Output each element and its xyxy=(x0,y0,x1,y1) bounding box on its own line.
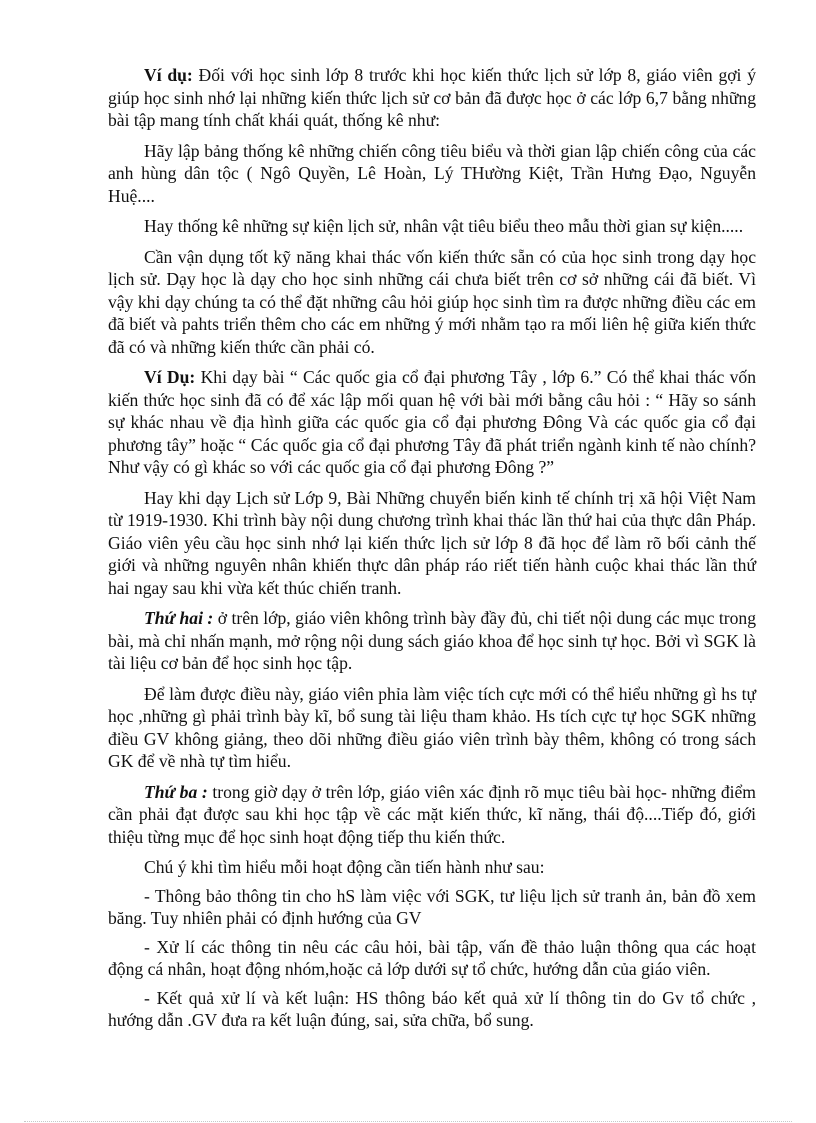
paragraph-lead: Ví Dụ: xyxy=(144,367,196,387)
paragraph-thong-ke-su-kien xyxy=(108,215,756,238)
list-item-ket-qua xyxy=(108,987,756,1032)
paragraph-text: Đối với học sinh lớp 8 trước khi học kiến thức lịch sử lớp 8, giáo viên gợi ý giúp học sinh nhớ lại những kiến thức lịch sử cơ bản đã được học ở các lớp 6,7 bằng những bài tập mang tính chất khái quát, thống kê như: xyxy=(108,65,756,130)
paragraph-text: Để làm được điều này, giáo viên phỉa làm việc tích cực mới có thể hiểu những gì hs tự học ,những gì phải trình bày kĩ, bổ sung tài liệu tham khảo. Hs tích cực tự học SGK những điều GV không giảng, theo dõi những điều giáo viên trình bày thêm, không có trong sách GK để về nhà tự tìm hiểu. xyxy=(108,683,756,771)
paragraph-text: Chú ý khi tìm hiểu mỗi hoạt động cần tiến hành như sau: xyxy=(144,857,545,877)
document-body xyxy=(108,64,756,1038)
list-item-thong-bao xyxy=(108,885,756,930)
paragraph-text: - Kết quả xử lí và kết luận: HS thông báo kết quả xử lí thông tin do Gv tổ chức , hướng dẫn .GV đưa ra kết luận đúng, sai, sửa chữa, bổ sung. xyxy=(108,987,756,1030)
paragraph-lich-su-lop-9 xyxy=(108,487,756,600)
paragraph-de-lam-duoc xyxy=(108,683,756,773)
paragraph-text: - Xử lí các thông tin nêu các câu hỏi, bài tập, vấn đề thảo luận thông qua các hoạt động cá nhân, hoạt động nhóm,hoặc cả lớp dưới sự tổ chức, hướng dẫn của giáo viên. xyxy=(108,936,756,979)
paragraph-text: Hãy lập bảng thống kê những chiến công tiêu biểu và thời gian lập chiến công của các anh hùng dân tộc ( Ngô Quyền, Lê Hoàn, Lý THường Kiệt, Trần Hưng Đạo, Nguyễn Huệ.... xyxy=(108,140,756,206)
paragraph-lead: Thứ ba : xyxy=(144,781,208,802)
paragraph-text: trong giờ dạy ở trên lớp, giáo viên xác định rõ mục tiêu bài học- những điểm cần phải đạt được sau khi học tập về các mặt kiến thức, kĩ năng, thái độ....Tiếp đó, giới thiệu từng mục để học sinh hoạt động tiếp thu kiến thức. xyxy=(108,781,756,847)
page-bottom-divider xyxy=(24,1121,792,1122)
paragraph-text: Cần vận dụng tốt kỹ năng khai thác vốn kiến thức sẵn có của học sinh trong dạy học lịch sử. Dạy học là dạy cho học sinh những cái chưa biết trên cơ sở những cái đã biết. Vì vậy khi dạy chúng ta có thể đặt những câu hỏi giúp học sinh tìm ra được những điều các em đã biết và pahts triển thêm cho các em những ý mới nhằm tạo ra mối liên hệ giữa kiến thức đã có và những kiến thức cần phải có. xyxy=(108,246,756,357)
list-item-xu-li xyxy=(108,936,756,981)
paragraph-text: ở trên lớp, giáo viên không trình bày đầy đủ, chi tiết nội dung các mục trong bài, mà chỉ nhấn mạnh, mở rộng nội dung sách giáo khoa để học sinh tự học. Bởi vì SGK là tài liệu cơ bản để học sinh học tập. xyxy=(108,608,756,673)
paragraph-chu-y xyxy=(108,856,756,879)
paragraph-bang-thong-ke xyxy=(108,140,756,208)
paragraph-thu-hai xyxy=(108,607,756,675)
paragraph-text: - Thông bảo thông tin cho hS làm việc với SGK, tư liệu lịch sử tranh ản, bản đồ xem băng. Tuy nhiên phải có định hướng của GV xyxy=(108,885,756,928)
paragraph-text: Hay thống kê những sự kiện lịch sử, nhân vật tiêu biểu theo mẫu thời gian sự kiện..... xyxy=(144,216,744,236)
paragraph-lead: Thứ hai : xyxy=(144,608,214,628)
paragraph-vi-du-2 xyxy=(108,366,756,479)
paragraph-text: Hay khi dạy Lịch sử Lớp 9, Bài Những chuyển biến kinh tế chính trị xã hội Việt Nam từ 1919-1930. Khi trình bày nội dung chương trình khai thác lần thứ hai của thực dân Pháp. Giáo viên yêu cầu học sinh nhớ lại kiến thức lịch sử lớp 8 đã học để làm rõ bối cảnh thế giới và những nguyên nhân khiến thực dân pháp ráo riết tiến hành cuộc khai thác lần thứ hai ngay sau khi vừa kết thúc chiến tranh. xyxy=(108,487,756,598)
paragraph-lead: Ví dụ: xyxy=(144,65,193,85)
paragraph-text: Khi dạy bài “ Các quốc gia cổ đại phương Tây , lớp 6.” Có thể khai thác vốn kiến thức học sinh đã có để xác lập mối quan hệ với bài mới bằng câu hỏi : “ Hãy so sánh sự khác nhau về địa hình giữa các quốc gia cổ đại phương Đông Và các quốc gia cổ đại phương tây” hoặc “ Các quốc gia cổ đại phương Tây đã phát triển ngành kinh tế nào chính? Như vậy có gì khác so với các quốc gia cổ đại phương Đông ?” xyxy=(108,367,756,477)
paragraph-van-dung-kien-thuc xyxy=(108,246,756,359)
paragraph-thu-ba xyxy=(108,781,756,849)
paragraph-vi-du-1 xyxy=(108,64,756,132)
